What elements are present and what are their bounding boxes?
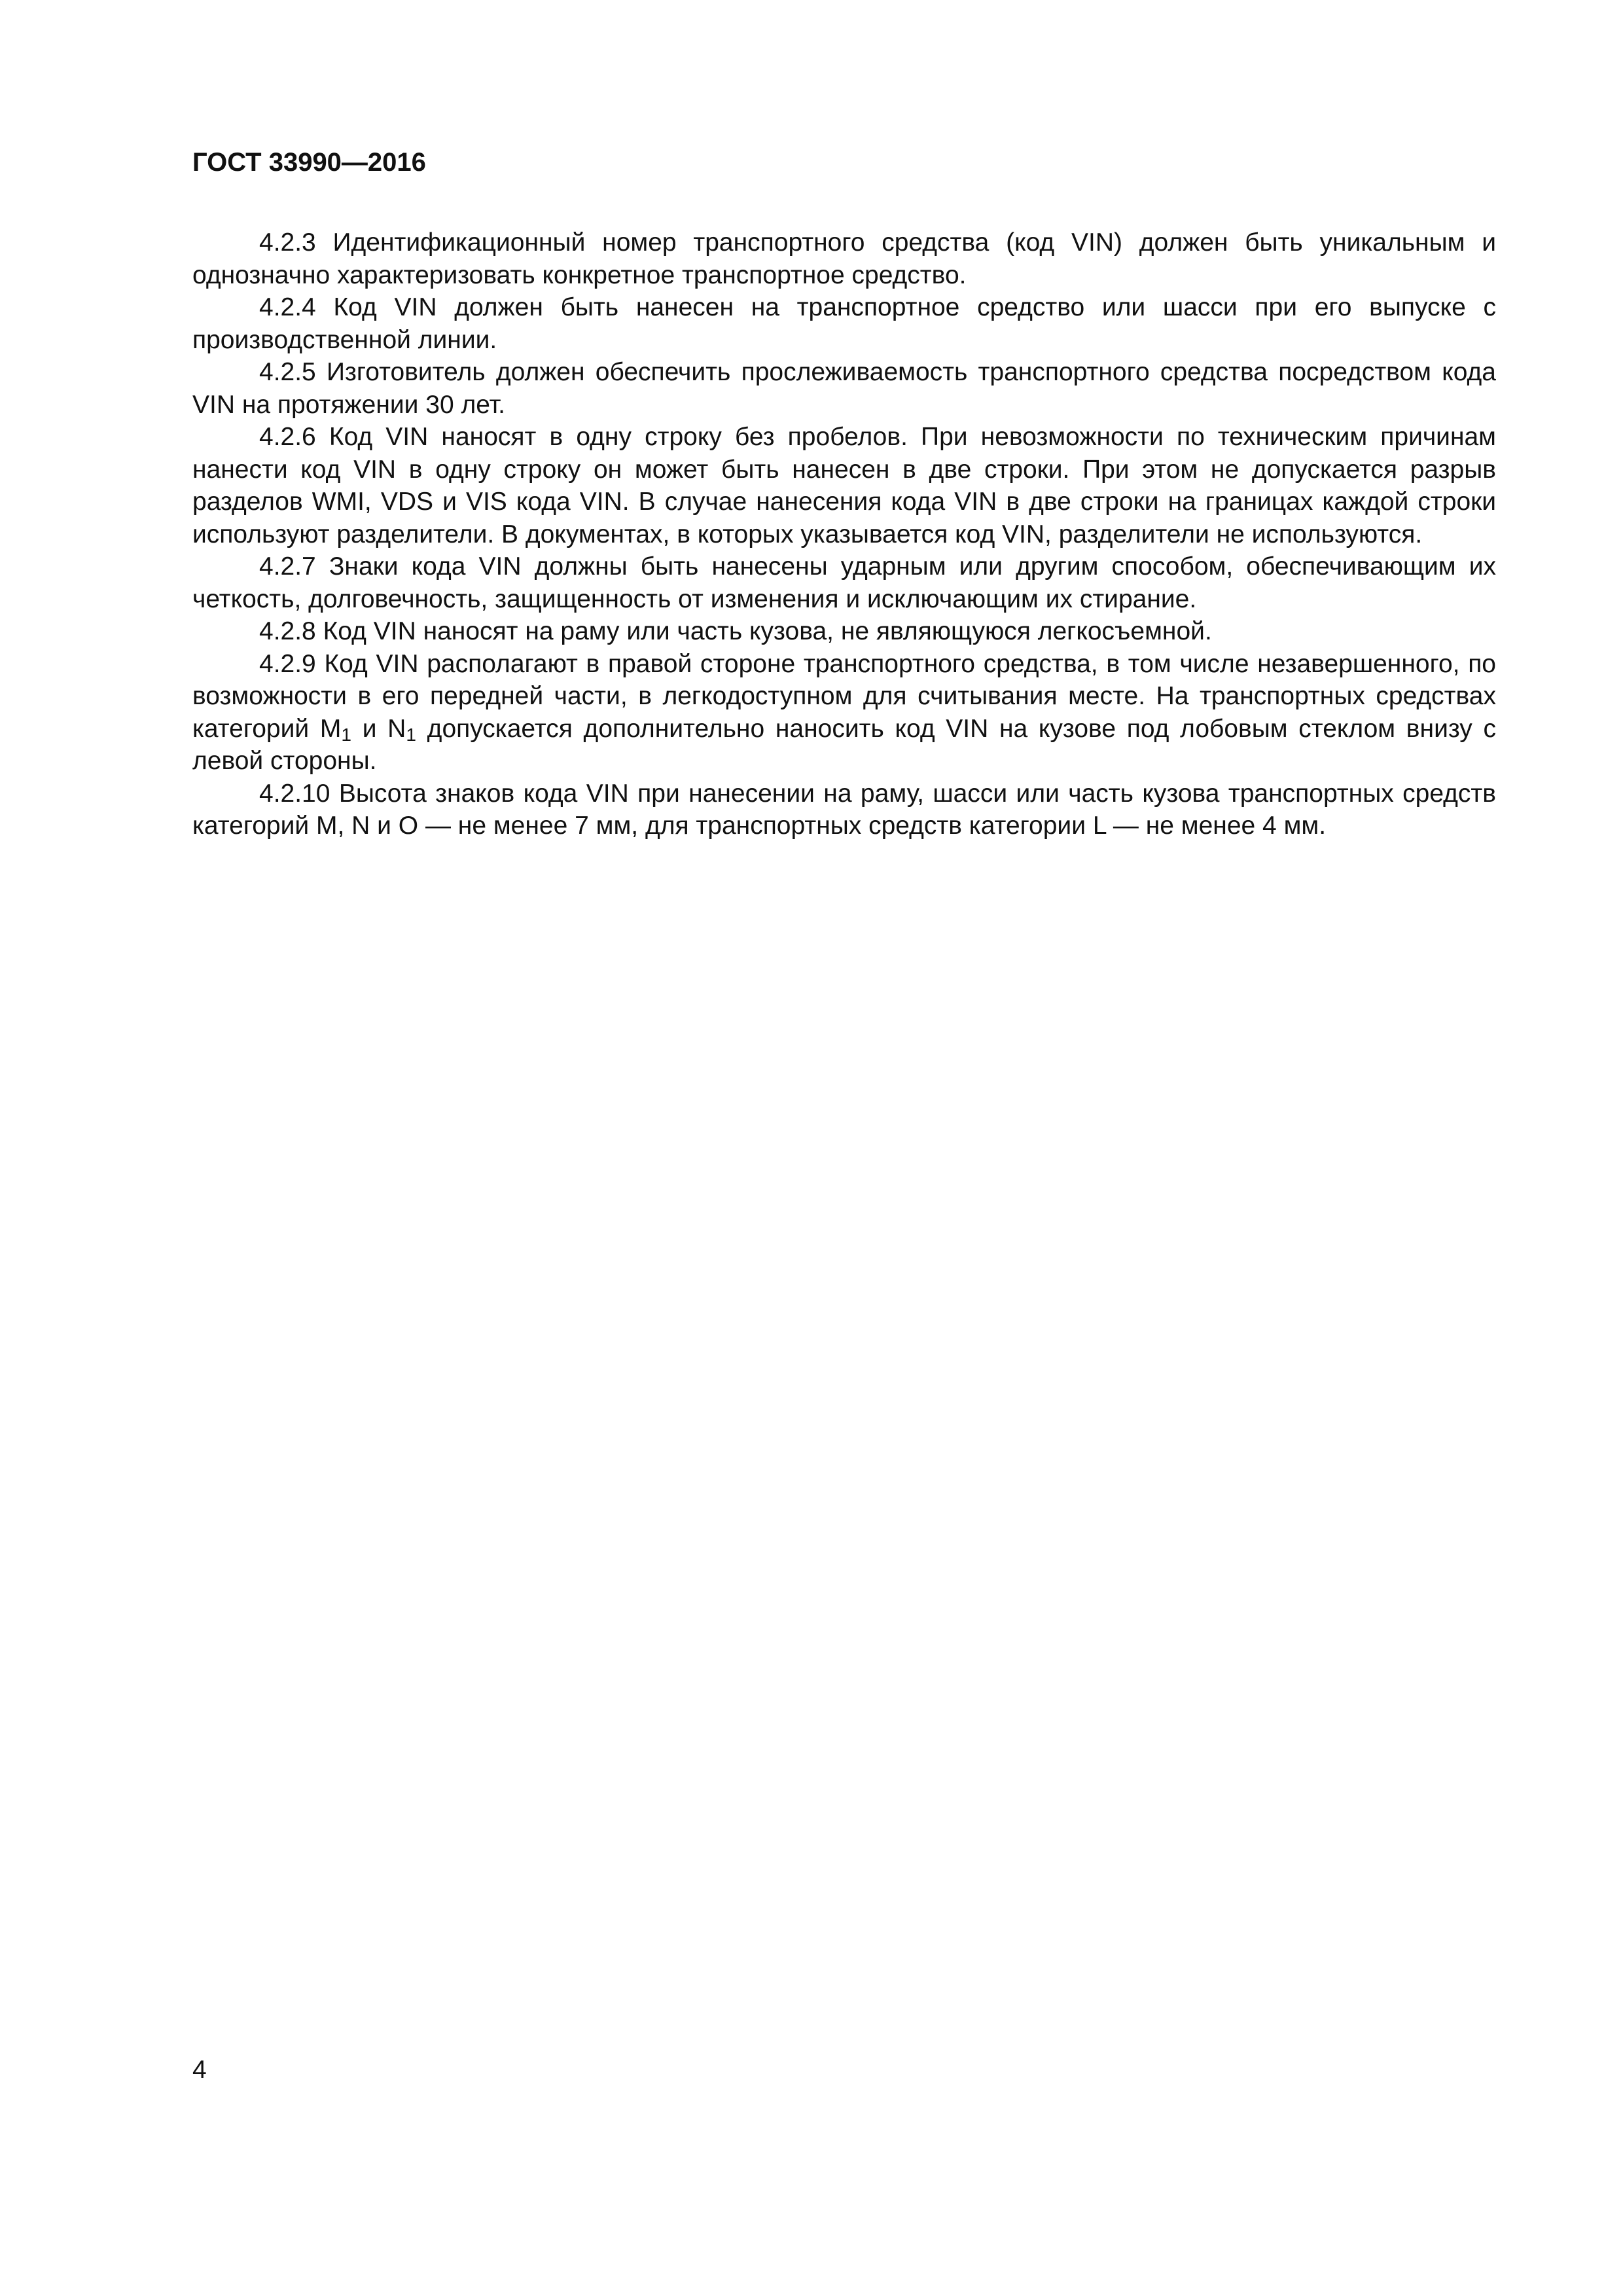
paragraph-4-2-9-part3: допускается дополнительно наносить код VIN на кузове под лобовым стеклом внизу с левой стороны.	[192, 714, 1496, 775]
paragraph-4-2-3: 4.2.3 Идентификационный номер транспортного средства (код VIN) должен быть уникальным и однозначно характеризовать конкретное транспортное средство.	[192, 228, 1496, 289]
subscript-n1: 1	[406, 724, 416, 745]
standard-id-header: ГОСТ 33990—2016	[192, 148, 426, 177]
paragraph-4-2-5: 4.2.5 Изготовитель должен обеспечить прослеживаемость транспортного средства посредством кода VIN на протяжении 30 лет.	[192, 358, 1496, 419]
paragraph-4-2-9-part1: 4.2.9 Код VIN располагают в правой стороне транспортного средства, в том числе незавершенного, по возможности в его передней части, в легкодоступном для считывания месте. На транспортных средствах категорий M	[192, 649, 1496, 743]
paragraph-4-2-6: 4.2.6 Код VIN наносят в одну строку без пробелов. При невозможности по техническим причинам нанести код VIN в одну строку он может быть нанесен в две строки. При этом не допускается разрыв разделов WMI, VDS и VIS кода VIN. В случае нанесения кода VIN в две строки на границах каждой строки используют разделители. В документах, в которых указывается код VIN, разделители не используются.	[192, 423, 1496, 548]
paragraph-4-2-7: 4.2.7 Знаки кода VIN должны быть нанесены ударным или другим способом, обеспечивающим их четкость, долговечность, защищенность от изменения и исключающим их стирание.	[192, 552, 1496, 613]
paragraph-4-2-4: 4.2.4 Код VIN должен быть нанесен на транспортное средство или шасси при его выпуске с производственной линии.	[192, 293, 1496, 354]
page-number: 4	[192, 2056, 207, 2084]
paragraph-4-2-8: 4.2.8 Код VIN наносят на раму или часть кузова, не являющуюся легкосъемной.	[259, 617, 1212, 645]
paragraph-4-2-10: 4.2.10 Высота знаков кода VIN при нанесении на раму, шасси или часть кузова транспортных средств категорий M, N и O — не менее 7 мм, для транспортных средств категории L — не менее 4 мм.	[192, 779, 1496, 840]
subscript-m1: 1	[341, 724, 351, 745]
document-body	[192, 226, 1496, 842]
paragraph-4-2-9-part2: и N	[351, 714, 406, 743]
paragraph-4-2-9	[192, 648, 1496, 778]
